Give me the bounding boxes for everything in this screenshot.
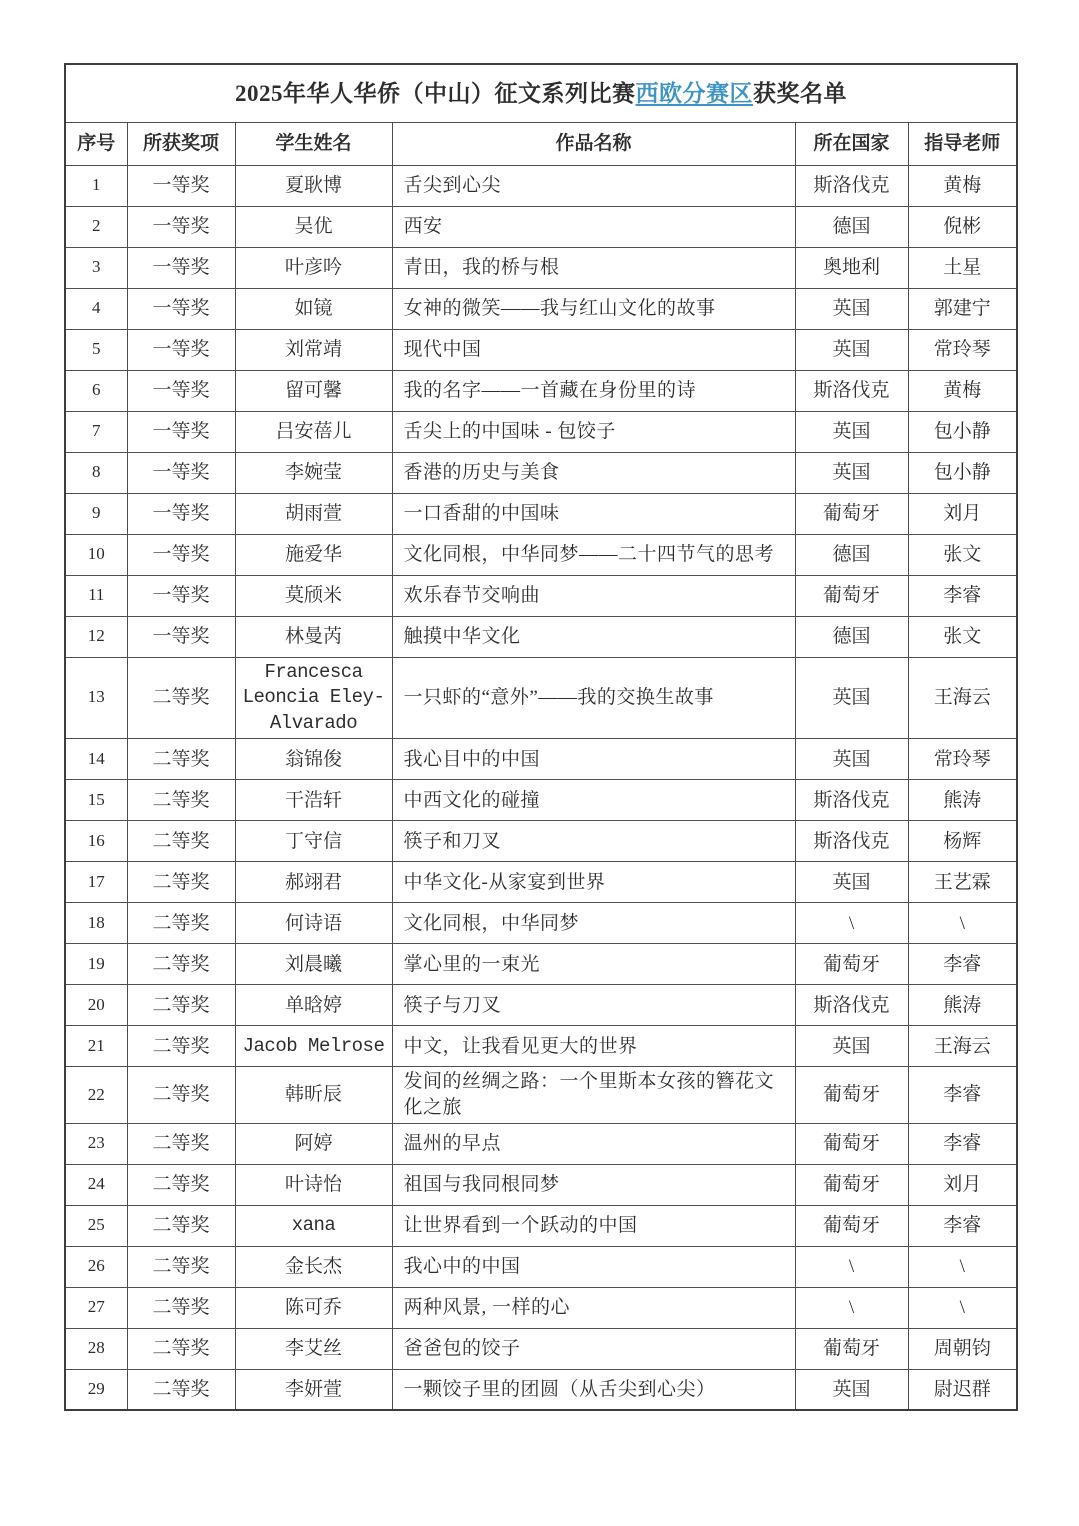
cell-teacher: 王海云: [908, 1026, 1017, 1067]
cell-no: 6: [65, 370, 127, 411]
cell-award: 二等奖: [127, 1328, 235, 1369]
cell-work-title: 文化同根，中华同梦: [392, 903, 795, 944]
cell-student-name: 如镜: [235, 288, 392, 329]
table-row: [65, 862, 1017, 903]
table-row: [65, 411, 1017, 452]
cell-work-title: 我心目中的中国: [392, 739, 795, 780]
cell-teacher: 王艺霖: [908, 862, 1017, 903]
cell-no: 17: [65, 862, 127, 903]
table-row: [65, 657, 1017, 739]
cell-teacher: 包小静: [908, 411, 1017, 452]
cell-award: 一等奖: [127, 288, 235, 329]
cell-teacher: 常玲琴: [908, 329, 1017, 370]
table-row: [65, 370, 1017, 411]
cell-no: 26: [65, 1246, 127, 1287]
cell-award: 二等奖: [127, 944, 235, 985]
table-row: [65, 903, 1017, 944]
cell-student-name: 叶彦吟: [235, 247, 392, 288]
cell-no: 12: [65, 616, 127, 657]
cell-country: 德国: [795, 616, 908, 657]
cell-country: 奥地利: [795, 247, 908, 288]
cell-student-name: 吴优: [235, 206, 392, 247]
col-header-teacher: 指导老师: [908, 122, 1017, 165]
table-body: [65, 165, 1017, 1410]
cell-no: 14: [65, 739, 127, 780]
cell-student-name: 留可馨: [235, 370, 392, 411]
cell-work-title: 青田，我的桥与根: [392, 247, 795, 288]
cell-work-title: 一只虾的“意外”——我的交换生故事: [392, 657, 795, 739]
cell-award: 二等奖: [127, 1026, 235, 1067]
cell-student-name: 翁锦俊: [235, 739, 392, 780]
cell-country: 斯洛伐克: [795, 370, 908, 411]
cell-country: 英国: [795, 862, 908, 903]
cell-country: 德国: [795, 534, 908, 575]
cell-work-title: 筷子和刀叉: [392, 821, 795, 862]
cell-award: 一等奖: [127, 452, 235, 493]
cell-work-title: 祖国与我同根同梦: [392, 1164, 795, 1205]
cell-work-title: 温州的早点: [392, 1123, 795, 1164]
cell-work-title: 掌心里的一束光: [392, 944, 795, 985]
cell-country: 英国: [795, 411, 908, 452]
cell-teacher: 黄梅: [908, 370, 1017, 411]
cell-work-title: 文化同根，中华同梦——二十四节气的思考: [392, 534, 795, 575]
cell-country: 葡萄牙: [795, 1328, 908, 1369]
cell-student-name: 单晗婷: [235, 985, 392, 1026]
cell-student-name: 刘常靖: [235, 329, 392, 370]
cell-teacher: 熊涛: [908, 780, 1017, 821]
cell-teacher: 郭建宁: [908, 288, 1017, 329]
header-row: [65, 122, 1017, 165]
title-row: [65, 64, 1017, 122]
cell-award: 二等奖: [127, 903, 235, 944]
table-row: [65, 1287, 1017, 1328]
table-row: [65, 1205, 1017, 1246]
cell-teacher: 周朝钧: [908, 1328, 1017, 1369]
table-row: [65, 247, 1017, 288]
table-row: [65, 329, 1017, 370]
cell-student-name: 丁守信: [235, 821, 392, 862]
cell-award: 二等奖: [127, 862, 235, 903]
cell-student-name: 干浩轩: [235, 780, 392, 821]
table-row: [65, 616, 1017, 657]
cell-student-name: Jacob Melrose: [235, 1026, 392, 1067]
cell-country: \: [795, 1246, 908, 1287]
cell-no: 7: [65, 411, 127, 452]
col-header-work-title: 作品名称: [392, 122, 795, 165]
cell-award: 一等奖: [127, 575, 235, 616]
cell-work-title: 筷子与刀叉: [392, 985, 795, 1026]
cell-award: 二等奖: [127, 780, 235, 821]
cell-no: 1: [65, 165, 127, 206]
cell-country: 英国: [795, 288, 908, 329]
cell-award: 一等奖: [127, 370, 235, 411]
cell-no: 24: [65, 1164, 127, 1205]
cell-country: \: [795, 903, 908, 944]
cell-no: 22: [65, 1067, 127, 1123]
cell-work-title: 发间的丝绸之路：一个里斯本女孩的簪花文化之旅: [392, 1067, 795, 1123]
cell-award: 一等奖: [127, 329, 235, 370]
cell-work-title: 我心中的中国: [392, 1246, 795, 1287]
cell-teacher: 李睿: [908, 1067, 1017, 1123]
cell-student-name: 莫颀米: [235, 575, 392, 616]
cell-country: 斯洛伐克: [795, 165, 908, 206]
cell-country: 葡萄牙: [795, 1123, 908, 1164]
table-row: [65, 165, 1017, 206]
table-row: [65, 944, 1017, 985]
cell-work-title: 一口香甜的中国味: [392, 493, 795, 534]
cell-no: 27: [65, 1287, 127, 1328]
cell-work-title: 中华文化-从家宴到世界: [392, 862, 795, 903]
cell-teacher: \: [908, 1246, 1017, 1287]
cell-country: \: [795, 1287, 908, 1328]
table-row: [65, 1369, 1017, 1410]
cell-award: 一等奖: [127, 493, 235, 534]
title-region-link[interactable]: 西欧分赛区: [635, 80, 754, 106]
table-row: [65, 1164, 1017, 1205]
cell-country: 葡萄牙: [795, 493, 908, 534]
table-row: [65, 1026, 1017, 1067]
cell-award: 二等奖: [127, 985, 235, 1026]
cell-student-name: 李艾丝: [235, 1328, 392, 1369]
cell-award: 二等奖: [127, 657, 235, 739]
cell-award: 二等奖: [127, 1246, 235, 1287]
cell-teacher: 土星: [908, 247, 1017, 288]
cell-country: 英国: [795, 739, 908, 780]
cell-teacher: 张文: [908, 534, 1017, 575]
cell-country: 斯洛伐克: [795, 985, 908, 1026]
cell-teacher: 刘月: [908, 1164, 1017, 1205]
cell-award: 二等奖: [127, 821, 235, 862]
cell-teacher: 黄梅: [908, 165, 1017, 206]
cell-work-title: 我的名字——一首藏在身份里的诗: [392, 370, 795, 411]
cell-no: 11: [65, 575, 127, 616]
cell-work-title: 中文，让我看见更大的世界: [392, 1026, 795, 1067]
cell-award: 二等奖: [127, 1067, 235, 1123]
cell-no: 20: [65, 985, 127, 1026]
cell-teacher: 包小静: [908, 452, 1017, 493]
cell-student-name: 胡雨萱: [235, 493, 392, 534]
cell-teacher: \: [908, 1287, 1017, 1328]
cell-country: 德国: [795, 206, 908, 247]
cell-work-title: 触摸中华文化: [392, 616, 795, 657]
cell-no: 29: [65, 1369, 127, 1410]
table-row: [65, 821, 1017, 862]
cell-country: 英国: [795, 329, 908, 370]
table-row: [65, 1067, 1017, 1123]
cell-award: 二等奖: [127, 739, 235, 780]
cell-no: 23: [65, 1123, 127, 1164]
cell-award: 二等奖: [127, 1369, 235, 1410]
cell-teacher: 熊涛: [908, 985, 1017, 1026]
cell-student-name: 叶诗怡: [235, 1164, 392, 1205]
cell-award: 二等奖: [127, 1205, 235, 1246]
table-row: [65, 1246, 1017, 1287]
table-row: [65, 575, 1017, 616]
cell-student-name: 陈可乔: [235, 1287, 392, 1328]
cell-teacher: 李睿: [908, 1123, 1017, 1164]
col-header-award: 所获奖项: [127, 122, 235, 165]
cell-work-title: 西安: [392, 206, 795, 247]
cell-award: 二等奖: [127, 1164, 235, 1205]
document-title: [65, 64, 1017, 122]
cell-country: 斯洛伐克: [795, 821, 908, 862]
cell-work-title: 一颗饺子里的团圆（从舌尖到心尖）: [392, 1369, 795, 1410]
cell-country: 葡萄牙: [795, 944, 908, 985]
cell-teacher: 刘月: [908, 493, 1017, 534]
cell-award: 二等奖: [127, 1287, 235, 1328]
cell-teacher: 倪彬: [908, 206, 1017, 247]
cell-student-name: 郝翊君: [235, 862, 392, 903]
cell-work-title: 舌尖上的中国味 - 包饺子: [392, 411, 795, 452]
table-row: [65, 534, 1017, 575]
cell-award: 一等奖: [127, 165, 235, 206]
title-suffix: 获奖名单: [753, 80, 848, 106]
cell-student-name: 刘晨曦: [235, 944, 392, 985]
col-header-student-name: 学生姓名: [235, 122, 392, 165]
table-row: [65, 739, 1017, 780]
cell-work-title: 香港的历史与美食: [392, 452, 795, 493]
cell-student-name: Francesca Leoncia Eley-Alvarado: [235, 657, 392, 739]
cell-no: 15: [65, 780, 127, 821]
cell-teacher: 张文: [908, 616, 1017, 657]
cell-country: 葡萄牙: [795, 1205, 908, 1246]
cell-no: 3: [65, 247, 127, 288]
cell-student-name: 阿婷: [235, 1123, 392, 1164]
cell-no: 25: [65, 1205, 127, 1246]
cell-teacher: 李睿: [908, 1205, 1017, 1246]
cell-country: 英国: [795, 657, 908, 739]
table-row: [65, 288, 1017, 329]
cell-no: 10: [65, 534, 127, 575]
cell-country: 斯洛伐克: [795, 780, 908, 821]
cell-no: 8: [65, 452, 127, 493]
cell-country: 葡萄牙: [795, 1164, 908, 1205]
cell-work-title: 爸爸包的饺子: [392, 1328, 795, 1369]
table-row: [65, 493, 1017, 534]
table-row: [65, 780, 1017, 821]
cell-student-name: xana: [235, 1205, 392, 1246]
cell-student-name: 金长杰: [235, 1246, 392, 1287]
cell-country: 葡萄牙: [795, 1067, 908, 1123]
cell-award: 一等奖: [127, 247, 235, 288]
col-header-country: 所在国家: [795, 122, 908, 165]
cell-work-title: 现代中国: [392, 329, 795, 370]
cell-country: 英国: [795, 1369, 908, 1410]
award-table: [64, 63, 1018, 1411]
cell-work-title: 女神的微笑——我与红山文化的故事: [392, 288, 795, 329]
cell-country: 英国: [795, 1026, 908, 1067]
table-row: [65, 206, 1017, 247]
cell-teacher: 李睿: [908, 575, 1017, 616]
cell-country: 葡萄牙: [795, 575, 908, 616]
cell-student-name: 施爱华: [235, 534, 392, 575]
cell-no: 28: [65, 1328, 127, 1369]
cell-no: 19: [65, 944, 127, 985]
cell-no: 18: [65, 903, 127, 944]
cell-teacher: 王海云: [908, 657, 1017, 739]
table-row: [65, 1328, 1017, 1369]
cell-student-name: 李婉莹: [235, 452, 392, 493]
cell-country: 英国: [795, 452, 908, 493]
cell-work-title: 欢乐春节交响曲: [392, 575, 795, 616]
title-prefix: 2025年华人华侨（中山）征文系列比赛: [235, 80, 636, 106]
cell-no: 16: [65, 821, 127, 862]
cell-work-title: 两种风景, 一样的心: [392, 1287, 795, 1328]
cell-no: 13: [65, 657, 127, 739]
cell-no: 9: [65, 493, 127, 534]
cell-student-name: 吕安蓓儿: [235, 411, 392, 452]
cell-student-name: 何诗语: [235, 903, 392, 944]
table-row: [65, 452, 1017, 493]
cell-work-title: 让世界看到一个跃动的中国: [392, 1205, 795, 1246]
table-row: [65, 985, 1017, 1026]
cell-student-name: 李妍萱: [235, 1369, 392, 1410]
cell-award: 二等奖: [127, 1123, 235, 1164]
cell-teacher: 尉迟群: [908, 1369, 1017, 1410]
cell-teacher: \: [908, 903, 1017, 944]
cell-student-name: 夏耿博: [235, 165, 392, 206]
cell-teacher: 杨辉: [908, 821, 1017, 862]
cell-no: 2: [65, 206, 127, 247]
cell-no: 5: [65, 329, 127, 370]
cell-no: 21: [65, 1026, 127, 1067]
cell-award: 一等奖: [127, 411, 235, 452]
cell-student-name: 韩昕辰: [235, 1067, 392, 1123]
cell-award: 一等奖: [127, 206, 235, 247]
col-header-no: 序号: [65, 122, 127, 165]
table-row: [65, 1123, 1017, 1164]
cell-teacher: 李睿: [908, 944, 1017, 985]
cell-no: 4: [65, 288, 127, 329]
cell-award: 一等奖: [127, 534, 235, 575]
cell-teacher: 常玲琴: [908, 739, 1017, 780]
cell-work-title: 中西文化的碰撞: [392, 780, 795, 821]
cell-student-name: 林曼芮: [235, 616, 392, 657]
cell-award: 一等奖: [127, 616, 235, 657]
cell-work-title: 舌尖到心尖: [392, 165, 795, 206]
